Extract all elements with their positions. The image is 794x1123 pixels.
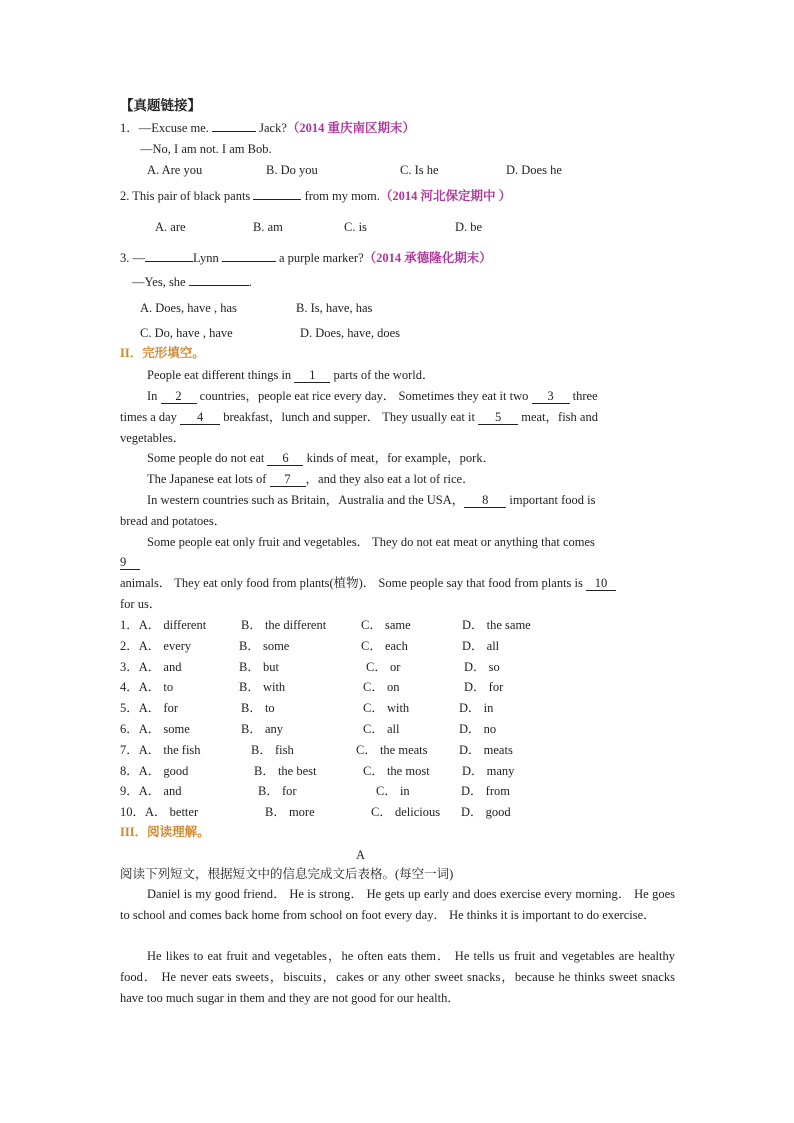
question-source: （2014 河北保定期中 ）: [379, 189, 512, 203]
cloze-paragraph-6-line3: animals． They eat only food from plants(植物)． Some people say that food from plants is 10: [120, 575, 616, 591]
cloze-paragraph-2-line3: vegetables．: [120, 431, 186, 445]
cloze-paragraph-4: The Japanese eat lots of 7 ，and they also eat a lot of rice．: [147, 472, 475, 486]
cloze-option[interactable]: B． the different: [241, 618, 327, 632]
answer-blank[interactable]: [189, 285, 249, 286]
cloze-option[interactable]: D． many: [462, 763, 515, 778]
cloze-option[interactable]: C． delicious: [371, 805, 441, 820]
question-2: 2. This pair of black pants from my mom.（2014 河北保定期中 ）: [120, 189, 512, 203]
cloze-option[interactable]: D． all: [462, 638, 500, 653]
section-title-cloze: II．完形填空。: [120, 346, 205, 360]
cloze-option[interactable]: C． each: [361, 638, 408, 653]
cloze-paragraph-2-line2: times a day 4 breakfast，lunch and supper． They usually eat it 5 meat，fish and: [120, 410, 598, 424]
cloze-option[interactable]: C． or: [366, 659, 401, 674]
cloze-option[interactable]: 1．A． different: [120, 618, 207, 632]
answer-blank[interactable]: [222, 261, 276, 262]
answer-blank[interactable]: [253, 199, 301, 200]
cloze-option[interactable]: B． but: [239, 659, 279, 674]
cloze-option[interactable]: C． on: [363, 680, 400, 695]
question-1-reply: —No, I am not. I am Bob.: [140, 142, 272, 156]
cloze-option[interactable]: B． some: [239, 638, 290, 653]
cloze-option[interactable]: 10．A． better: [120, 805, 199, 820]
cloze-paragraph-5-line2: bread and potatoes．: [120, 514, 227, 528]
cloze-blank-4[interactable]: 4: [180, 411, 220, 425]
cloze-option[interactable]: D． the same: [462, 618, 531, 632]
cloze-option[interactable]: C． the most: [363, 763, 430, 778]
cloze-option[interactable]: C． in: [376, 784, 410, 799]
cloze-option[interactable]: B． more: [265, 805, 315, 820]
reading-paragraph-2: He likes to eat fruit and vegetables，he often eats them． He tells us fruit and vegetables are healthy food． He never eats sweets，biscuits，cakes or any other sweet snacks，because he thinks sweet snacks have too much sugar in them and they are not good for our health．: [120, 949, 675, 1005]
cloze-blank-9[interactable]: 9: [120, 556, 140, 570]
cloze-blank-6[interactable]: 6: [267, 452, 303, 466]
cloze-option[interactable]: B． to: [241, 701, 275, 716]
cloze-option[interactable]: D． no: [459, 722, 497, 736]
cloze-blank-10[interactable]: 10: [586, 577, 616, 591]
cloze-option[interactable]: 9．A． and: [120, 784, 182, 799]
cloze-paragraph-3: Some people do not eat 6 kinds of meat，for example，pork．: [147, 451, 496, 465]
cloze-option[interactable]: 6．A． some: [120, 722, 190, 736]
cloze-option[interactable]: 3．A． and: [120, 659, 182, 674]
cloze-blank-7[interactable]: 7: [270, 473, 306, 487]
cloze-option[interactable]: 8．A． good: [120, 763, 189, 778]
cloze-option[interactable]: B． for: [258, 784, 297, 799]
cloze-option[interactable]: 5．A． for: [120, 701, 178, 716]
section-title-reading: III．阅读理解。: [120, 825, 210, 839]
section-title-real-exam: 【真题链接】: [120, 98, 201, 113]
cloze-blank-1[interactable]: 1: [294, 369, 330, 383]
reading-paragraph-1: Daniel is my good friend． He is strong． He gets up early and does exercise every morning． He goes to school and comes back home from school on foot every day． He thinks it is important to do exercise．: [120, 887, 675, 922]
cloze-blank-8[interactable]: 8: [464, 494, 506, 508]
cloze-option[interactable]: D． good: [461, 805, 511, 820]
cloze-option[interactable]: D． in: [459, 701, 494, 716]
cloze-blank-3[interactable]: 3: [532, 390, 570, 404]
answer-blank[interactable]: [212, 131, 256, 132]
cloze-paragraph-6-line1: Some people eat only fruit and vegetables． They do not eat meat or anything that comes: [147, 535, 595, 549]
cloze-option[interactable]: D． for: [464, 680, 504, 695]
question-1: 1．—Excuse me. Jack?（2014 重庆南区期末）: [120, 121, 416, 135]
cloze-blank-2[interactable]: 2: [161, 390, 197, 404]
cloze-option[interactable]: B． any: [241, 722, 284, 736]
cloze-paragraph-2-line1: In 2 countries，people eat rice every day． Sometimes they eat it two 3 three: [147, 389, 598, 403]
cloze-option[interactable]: B． fish: [251, 742, 294, 757]
cloze-option[interactable]: C． same: [361, 618, 411, 632]
cloze-option[interactable]: 4．A． to: [120, 680, 174, 695]
cloze-paragraph-5-line1: In western countries such as Britain，Australia and the USA， 8 important food is: [147, 493, 596, 507]
cloze-option[interactable]: B． the best: [254, 763, 317, 778]
cloze-option[interactable]: D． meats: [459, 742, 513, 757]
cloze-option[interactable]: 7．A． the fish: [120, 742, 201, 757]
cloze-paragraph-6-line2: [120, 554, 140, 570]
cloze-paragraph-1: People eat different things in 1 parts of the world．: [147, 368, 435, 382]
cloze-option[interactable]: C． the meats: [356, 742, 428, 757]
cloze-option[interactable]: D． so: [464, 659, 500, 674]
passage-label: A: [356, 848, 366, 862]
question-3-reply: —Yes, she .: [132, 275, 252, 289]
cloze-option[interactable]: C． with: [363, 701, 410, 716]
cloze-paragraph-6-line4: for us．: [120, 597, 162, 611]
reading-instruction: 阅读下列短文，根据短文中的信息完成文后表格。(每空一词): [120, 867, 454, 881]
cloze-option[interactable]: 2．A． every: [120, 638, 192, 653]
question-3: 3. — Lynn a purple marker?（2014 承德隆化期末）: [120, 251, 492, 265]
question-source: （2014 重庆南区期末）: [286, 121, 416, 135]
question-source: （2014 承德隆化期末）: [363, 251, 492, 265]
cloze-option[interactable]: B． with: [239, 680, 286, 695]
cloze-option[interactable]: D． from: [461, 784, 510, 799]
answer-blank[interactable]: [145, 261, 193, 262]
cloze-option[interactable]: C． all: [363, 722, 400, 736]
cloze-blank-5[interactable]: 5: [478, 411, 518, 425]
